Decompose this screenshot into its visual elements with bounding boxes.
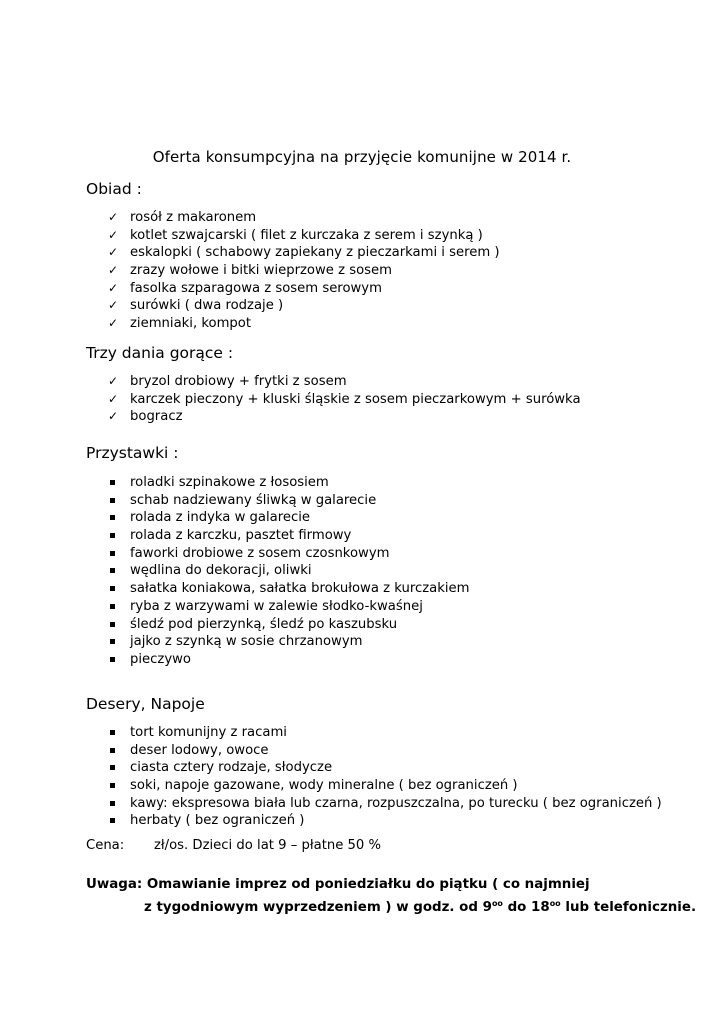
list-item-text: kawy: ekspresowa biała lub czarna, rozpuszczalna, po turecku ( bez ograniczeń ) bbox=[130, 795, 662, 811]
list-item bbox=[108, 812, 662, 830]
list-item bbox=[108, 297, 500, 315]
list-przystawki bbox=[108, 474, 469, 669]
list-item bbox=[108, 616, 469, 634]
list-item bbox=[108, 527, 469, 545]
checkmark-icon: ✓ bbox=[108, 298, 119, 313]
list-item bbox=[108, 545, 469, 563]
list-dania-gorace bbox=[108, 373, 581, 426]
list-item-text: ziemniaki, kompot bbox=[130, 316, 252, 332]
list-item-text: sałatka koniakowa, sałatka brokułowa z kurczakiem bbox=[130, 581, 470, 597]
square-bullet-icon bbox=[110, 730, 115, 735]
square-bullet-icon bbox=[110, 515, 115, 520]
square-bullet-icon bbox=[110, 818, 115, 823]
list-item-text: ryba z warzywami w zalewie słodko-kwaśnej bbox=[130, 598, 423, 614]
list-item bbox=[108, 474, 469, 492]
section-heading-obiad: Obiad : bbox=[86, 180, 142, 198]
list-item-text: schab nadziewany śliwką w galarecie bbox=[130, 492, 377, 508]
list-item bbox=[108, 651, 469, 669]
checkmark-icon: ✓ bbox=[108, 391, 119, 406]
list-item-text: eskalopki ( schabowy zapiekany z pieczarkami i serem ) bbox=[130, 245, 500, 261]
list-item bbox=[108, 580, 469, 598]
list-item-text: wędlina do dekoracji, oliwki bbox=[130, 563, 312, 579]
checkmark-icon: ✓ bbox=[108, 409, 119, 424]
note-superscript-2: oo bbox=[549, 899, 561, 908]
square-bullet-icon bbox=[110, 622, 115, 627]
square-bullet-icon bbox=[110, 533, 115, 538]
list-item bbox=[108, 742, 662, 760]
list-item-text: bogracz bbox=[130, 409, 183, 425]
list-item-text: surówki ( dwa rodzaje ) bbox=[130, 298, 284, 314]
list-item bbox=[108, 391, 581, 409]
list-item-text: rolada z indyka w galarecie bbox=[130, 510, 311, 526]
list-item-text: faworki drobiowe z sosem czosnkowym bbox=[130, 545, 390, 561]
square-bullet-icon bbox=[110, 801, 115, 806]
list-item-text: tort komunijny z racami bbox=[130, 725, 287, 740]
note-line-2-part-a: z tygodniowym wyprzedzeniem ) w godz. od 9 bbox=[144, 900, 492, 915]
list-item bbox=[108, 408, 581, 426]
list-item-text: śledź pod pierzynką, śledź po kaszubsku bbox=[130, 616, 398, 632]
note-line-2 bbox=[86, 894, 696, 917]
section-heading-dania-gorace: Trzy dania gorące : bbox=[86, 344, 234, 362]
square-bullet-icon bbox=[110, 765, 115, 770]
list-item bbox=[108, 795, 662, 813]
price-line bbox=[86, 838, 381, 853]
checkmark-icon: ✓ bbox=[108, 280, 119, 295]
square-bullet-icon bbox=[110, 783, 115, 788]
document-title: Oferta konsumpcyjna na przyjęcie komunijne w 2014 r. bbox=[152, 148, 572, 166]
section-heading-przystawki: Przystawki : bbox=[86, 444, 179, 462]
list-item-text: karczek pieczony + kluski śląskie z sosem pieczarkowym + surówka bbox=[130, 391, 581, 407]
list-item bbox=[108, 227, 500, 245]
list-item-text: jajko z szynką w sosie chrzanowym bbox=[130, 634, 363, 650]
list-item bbox=[108, 280, 500, 298]
square-bullet-icon bbox=[110, 498, 115, 503]
list-item-text: fasolka szparagowa z sosem serowym bbox=[130, 280, 382, 296]
square-bullet-icon bbox=[110, 586, 115, 591]
note-line-1: Uwaga: Omawianie imprez od poniedziałku do piątku ( co najmniej bbox=[86, 877, 590, 892]
price-text: zł/os. Dzieci do lat 9 – płatne 50 % bbox=[154, 838, 382, 853]
square-bullet-icon bbox=[110, 604, 115, 609]
list-item bbox=[108, 262, 500, 280]
checkmark-icon: ✓ bbox=[108, 316, 119, 331]
square-bullet-icon bbox=[110, 657, 115, 662]
square-bullet-icon bbox=[110, 639, 115, 644]
note-superscript-1: oo bbox=[491, 899, 503, 908]
list-item-text: bryzol drobiowy + frytki z sosem bbox=[130, 374, 347, 389]
list-item-text: roladki szpinakowe z łososiem bbox=[130, 475, 329, 490]
list-item bbox=[108, 209, 500, 227]
list-desery-napoje bbox=[108, 724, 662, 830]
list-item-text: ciasta cztery rodzaje, słodycze bbox=[130, 760, 333, 776]
list-item-text: deser lodowy, owoce bbox=[130, 742, 269, 758]
list-item bbox=[108, 724, 662, 742]
list-item-text: rosół z makaronem bbox=[130, 210, 257, 225]
square-bullet-icon bbox=[110, 568, 115, 573]
list-item bbox=[108, 759, 662, 777]
note-line-2-part-b: do 18 bbox=[502, 900, 550, 915]
section-heading-desery-napoje: Desery, Napoje bbox=[86, 695, 205, 713]
list-item bbox=[108, 562, 469, 580]
square-bullet-icon bbox=[110, 748, 115, 753]
note bbox=[86, 875, 696, 917]
list-item bbox=[108, 373, 581, 391]
list-item bbox=[108, 509, 469, 527]
checkmark-icon: ✓ bbox=[108, 374, 119, 388]
note-line-2-part-c: lub telefonicznie. bbox=[560, 900, 697, 915]
list-item bbox=[108, 633, 469, 651]
list-item bbox=[108, 492, 469, 510]
list-item-text: rolada z karczku, pasztet firmowy bbox=[130, 528, 352, 544]
list-item-text: herbaty ( bez ograniczeń ) bbox=[130, 813, 305, 829]
list-item-text: pieczywo bbox=[130, 651, 191, 667]
checkmark-icon: ✓ bbox=[108, 210, 119, 224]
square-bullet-icon bbox=[110, 480, 115, 485]
price-label: Cena: bbox=[86, 838, 125, 853]
list-item bbox=[108, 598, 469, 616]
list-item bbox=[108, 315, 500, 333]
checkmark-icon: ✓ bbox=[108, 227, 119, 242]
list-item bbox=[108, 777, 662, 795]
square-bullet-icon bbox=[110, 551, 115, 556]
list-item-text: soki, napoje gazowane, wody mineralne ( bez ograniczeń ) bbox=[130, 778, 518, 794]
checkmark-icon: ✓ bbox=[108, 245, 119, 260]
list-item-text: kotlet szwajcarski ( filet z kurczaka z serem i szynką ) bbox=[130, 227, 483, 243]
list-item bbox=[108, 244, 500, 262]
checkmark-icon: ✓ bbox=[108, 263, 119, 278]
list-item-text: zrazy wołowe i bitki wieprzowe z sosem bbox=[130, 263, 392, 279]
list-obiad bbox=[108, 209, 500, 333]
